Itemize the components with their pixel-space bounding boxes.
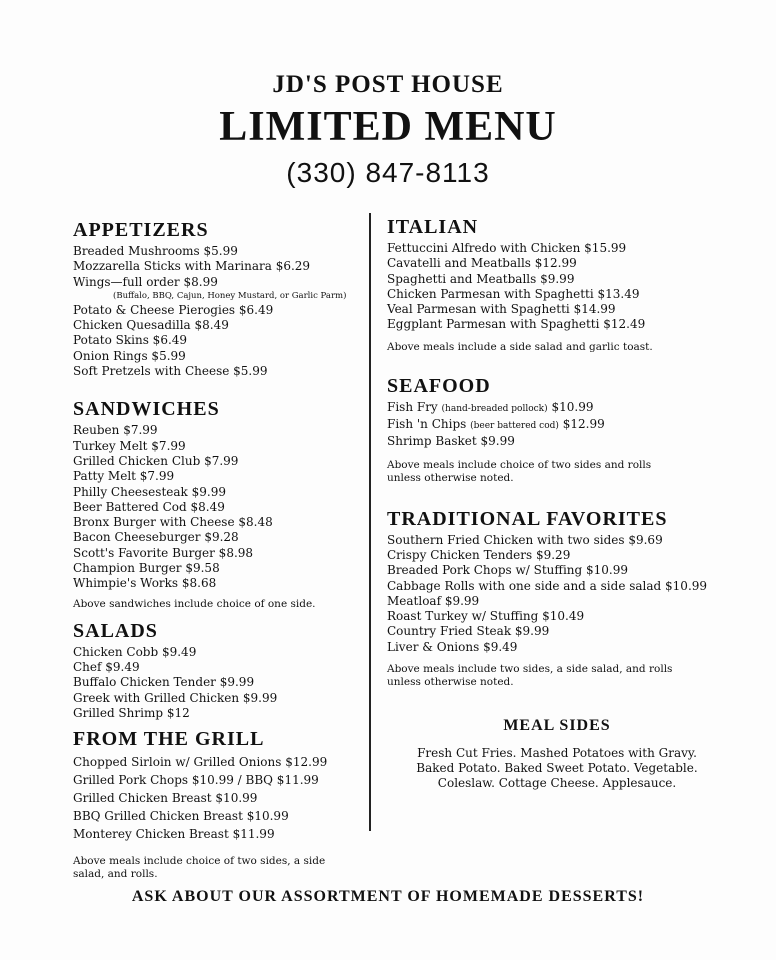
section-title: ITALIAN bbox=[387, 216, 479, 238]
menu-item: Country Fried Steak $9.99 bbox=[387, 624, 550, 639]
menu-item: Philly Cheesesteak $9.99 bbox=[73, 484, 226, 499]
menu-item: Grilled Chicken Breast $10.99 bbox=[73, 791, 258, 806]
menu-item: Champion Burger $9.58 bbox=[73, 561, 220, 576]
section-title: MEAL SIDES bbox=[503, 717, 611, 734]
menu-item: Reuben $7.99 bbox=[73, 423, 158, 438]
section-title: SANDWICHES bbox=[73, 398, 220, 421]
menu-item: Meatloaf $9.99 bbox=[387, 593, 480, 608]
menu-item: Potato & Cheese Pierogies $6.49 bbox=[73, 302, 274, 317]
sides-line: Fresh Cut Fries. Mashed Potatoes with Gravy. bbox=[417, 746, 697, 760]
menu-item bbox=[387, 400, 727, 417]
desserts-footer: ASK ABOUT OUR ASSORTMENT OF HOMEMADE DESSERTS! bbox=[131, 888, 645, 905]
menu-item: Breaded Pork Chops w/ Stuffing $10.99 bbox=[387, 563, 628, 578]
menu-item: Chicken Cobb $9.49 bbox=[73, 644, 197, 659]
item-price: $10.99 bbox=[551, 399, 594, 414]
menu-item: Shrimp Basket $9.99 bbox=[387, 434, 515, 449]
menu-item: Grilled Shrimp $12 bbox=[73, 705, 190, 720]
menu-item: Grilled Pork Chops $10.99 / BBQ $11.99 bbox=[73, 773, 319, 788]
grill-section bbox=[73, 727, 363, 881]
menu-item: Chopped Sirloin w/ Grilled Onions $12.99 bbox=[73, 755, 328, 770]
menu-item: Bronx Burger with Cheese $8.48 bbox=[73, 515, 273, 530]
section-note: Above meals include two sides, a side salad, and rolls unless otherwise noted. bbox=[387, 663, 673, 689]
menu-item: Soft Pretzels with Cheese $5.99 bbox=[73, 364, 268, 379]
item-price: $12.99 bbox=[562, 417, 605, 432]
menu-item: Eggplant Parmesan with Spaghetti $12.49 bbox=[387, 317, 646, 332]
menu-item: Whimpie's Works $8.68 bbox=[73, 576, 217, 591]
phone-number: (330) 847-8113 bbox=[286, 157, 490, 188]
appetizers-section bbox=[73, 218, 363, 379]
menu-title: LIMITED MENU bbox=[219, 104, 557, 150]
section-title: SALADS bbox=[73, 619, 158, 642]
menu-item: BBQ Grilled Chicken Breast $10.99 bbox=[73, 809, 289, 824]
sandwiches-section bbox=[73, 397, 363, 610]
section-note: Above sandwiches include choice of one side. bbox=[73, 597, 316, 610]
section-title: SEAFOOD bbox=[387, 374, 491, 397]
left-column bbox=[73, 218, 363, 881]
menu-item: Cabbage Rolls with one side and a side salad $10.99 bbox=[387, 578, 708, 593]
meal-sides-section bbox=[387, 716, 727, 791]
menu-item: Monterey Chicken Breast $11.99 bbox=[73, 827, 275, 842]
salads-section bbox=[73, 619, 363, 721]
menu-item: Beer Battered Cod $8.49 bbox=[73, 499, 225, 514]
menu-item: Bacon Cheeseburger $9.28 bbox=[73, 530, 239, 545]
section-title: APPETIZERS bbox=[73, 219, 209, 241]
menu-item: Mozzarella Sticks with Marinara $6.29 bbox=[73, 259, 311, 274]
italian-section bbox=[387, 215, 727, 354]
menu-item: Chicken Quesadilla $8.49 bbox=[73, 318, 229, 333]
traditional-section bbox=[387, 507, 727, 689]
menu-item: Grilled Chicken Club $7.99 bbox=[73, 453, 239, 468]
menu-item: Onion Rings $5.99 bbox=[73, 348, 186, 363]
right-column bbox=[387, 215, 727, 689]
menu-item: Roast Turkey w/ Stuffing $10.49 bbox=[387, 609, 585, 624]
item-name: Fish Fry bbox=[387, 399, 438, 414]
wings-sauces: (Buffalo, BBQ, Cajun, Honey Mustard, or Garlic Parm) bbox=[113, 290, 347, 301]
sides-line: Baked Potato. Baked Sweet Potato. Vegetable. bbox=[416, 761, 698, 775]
menu-item: Liver & Onions $9.49 bbox=[387, 639, 518, 654]
menu-header bbox=[0, 70, 776, 190]
sides-line: Coleslaw. Cottage Cheese. Applesauce. bbox=[437, 776, 677, 790]
menu-item: Southern Fried Chicken with two sides $9.69 bbox=[387, 532, 663, 547]
seafood-section bbox=[387, 374, 727, 485]
menu-item: Buffalo Chicken Tender $9.99 bbox=[73, 675, 255, 690]
restaurant-name: JD'S POST HOUSE bbox=[272, 71, 504, 98]
item-name: Fish 'n Chips bbox=[387, 417, 467, 432]
menu-item: Turkey Melt $7.99 bbox=[73, 438, 186, 453]
section-title: TRADITIONAL FAVORITES bbox=[387, 507, 668, 530]
menu-item: Scott's Favorite Burger $8.98 bbox=[73, 545, 254, 560]
menu-item: Veal Parmesan with Spaghetti $14.99 bbox=[387, 302, 616, 317]
menu-item: Potato Skins $6.49 bbox=[73, 333, 188, 348]
menu-item: Fettuccini Alfredo with Chicken $15.99 bbox=[387, 241, 627, 255]
menu-item: Wings—full order $8.99 bbox=[73, 274, 218, 289]
menu-item: Crispy Chicken Tenders $9.29 bbox=[387, 547, 571, 562]
section-note: Above meals include choice of two sides and rolls unless otherwise noted. bbox=[387, 458, 652, 484]
menu-item: Spaghetti and Meatballs $9.99 bbox=[387, 271, 575, 286]
item-detail: (beer battered cod) bbox=[470, 421, 559, 432]
menu-item: Greek with Grilled Chicken $9.99 bbox=[73, 690, 278, 705]
menu-item: Chef $9.49 bbox=[73, 659, 140, 674]
menu-item: Chicken Parmesan with Spaghetti $13.49 bbox=[387, 286, 640, 301]
item-detail: (hand-breaded pollock) bbox=[441, 403, 548, 414]
section-title: FROM THE GRILL bbox=[73, 728, 265, 751]
menu-item bbox=[387, 417, 727, 434]
menu-item: Cavatelli and Meatballs $12.99 bbox=[387, 256, 577, 271]
menu-item: Patty Melt $7.99 bbox=[73, 469, 175, 484]
column-divider bbox=[369, 213, 371, 831]
menu-item: Breaded Mushrooms $5.99 bbox=[73, 244, 238, 258]
section-note: Above meals include a side salad and garlic toast. bbox=[387, 340, 653, 353]
section-note: Above meals include choice of two sides, a side salad, and rolls. bbox=[73, 855, 326, 881]
